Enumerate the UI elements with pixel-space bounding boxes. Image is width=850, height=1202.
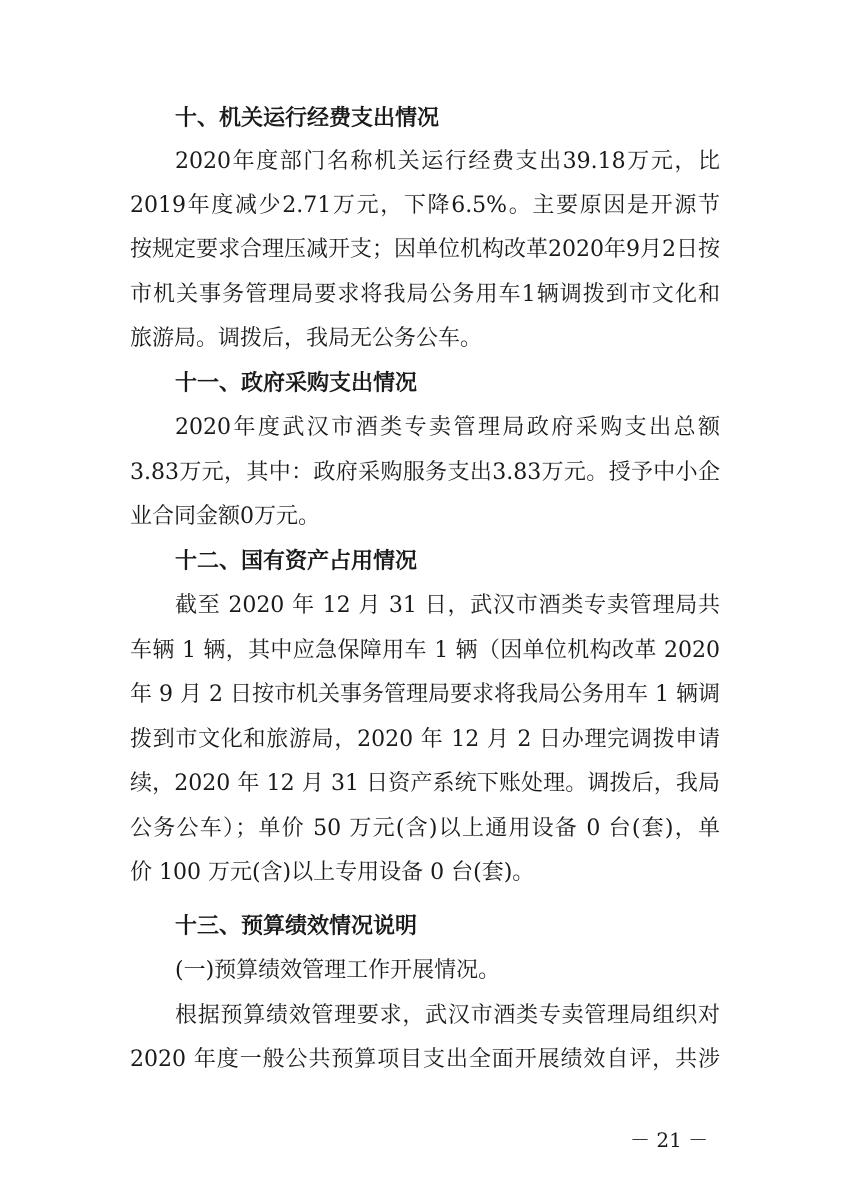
paragraph-line: 年 9 月 2 日按市机关事务管理局要求将我局公务用车 1 辆调 [130,682,720,707]
paragraph-line: 拨到市文化和旅游局，2020 年 12 月 2 日办理完调拨申请 [130,727,720,752]
paragraph-line: 公务公车）；单价 50 万元(含)以上通用设备 0 台(套)，单 [130,816,720,841]
paragraph-line: 旅游局。调拨后，我局无公务公车。 [130,326,483,351]
section-heading: 十、机关运行经费支出情况 [175,106,440,131]
paragraph-line: 业合同金额0万元。 [130,504,320,529]
section-heading: 十一、政府采购支出情况 [175,371,418,396]
paragraph-line: 市机关事务管理局要求将我局公务用车1辆调拨到市文化和 [130,282,720,307]
page-number: － 21 － [630,1128,709,1152]
paragraph-line: 续，2020 年 12 月 31 日资产系统下账处理。调拨后，我局 [130,771,720,796]
paragraph-line: 按规定要求合理压减开支；因单位机构改革2020年9月2日按 [130,237,720,262]
paragraph-line: 车辆 1 辆，其中应急保障用车 1 辆（因单位机构改革 2020 [130,638,720,663]
paragraph-line: 2020年度部门名称机关运行经费支出39.18万元，比 [175,149,720,174]
subheading-line: (一)预算绩效管理工作开展情况。 [175,958,501,983]
paragraph-line: 3.83万元，其中：政府采购服务支出3.83万元。授予中小企 [130,460,720,485]
paragraph-line: 截至 2020 年 12 月 31 日，武汉市酒类专卖管理局共 [175,593,720,618]
section-heading: 十三、预算绩效情况说明 [175,914,418,939]
paragraph-line: 价 100 万元(含)以上专用设备 0 台(套)。 [130,860,535,885]
section-heading: 十二、国有资产占用情况 [175,549,418,574]
paragraph-line: 2019年度减少2.71万元，下降6.5%。主要原因是开源节 [130,193,720,218]
paragraph-line: 根据预算绩效管理要求，武汉市酒类专卖管理局组织对 [175,1003,720,1028]
paragraph-line: 2020 年度一般公共预算项目支出全面开展绩效自评，共涉 [130,1047,720,1072]
paragraph-line: 2020年度武汉市酒类专卖管理局政府采购支出总额 [175,415,720,440]
